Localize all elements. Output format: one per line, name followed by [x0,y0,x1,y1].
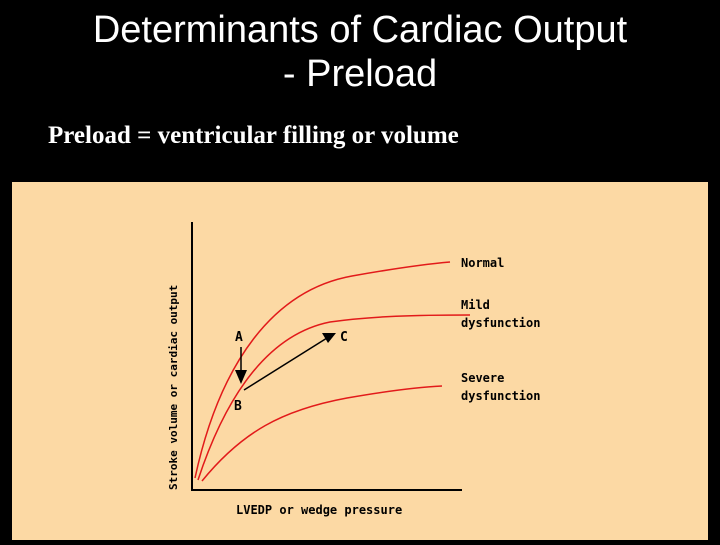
arrow-b-to-c-shaft [244,338,327,390]
arrow-b-to-c-head [322,333,336,343]
slide-subtitle: Preload = ventricular filling or volume [48,122,459,149]
x-axis-label: LVEDP or wedge pressure [236,503,403,517]
slide-title [0,8,720,96]
curve-label-severe-line1: Severe [461,371,505,385]
title-line-2: - Preload [282,53,438,95]
point-label-a: A [235,330,243,345]
curve-label-mild-line1: Mild [461,298,490,312]
curve-label-mild-line2: dysfunction [461,316,541,330]
curve-label-normal: Normal [461,256,505,270]
frank-starling-figure [12,182,708,540]
point-label-c: C [340,330,348,345]
curve-label-severe-line2: dysfunction [461,389,541,403]
point-label-b: B [234,399,242,414]
y-axis-label: Stroke volume or cardiac output [167,284,180,490]
curve-normal [195,262,450,478]
frank-starling-diagram [12,182,708,540]
title-line-1: Determinants of Cardiac Output [92,9,628,51]
